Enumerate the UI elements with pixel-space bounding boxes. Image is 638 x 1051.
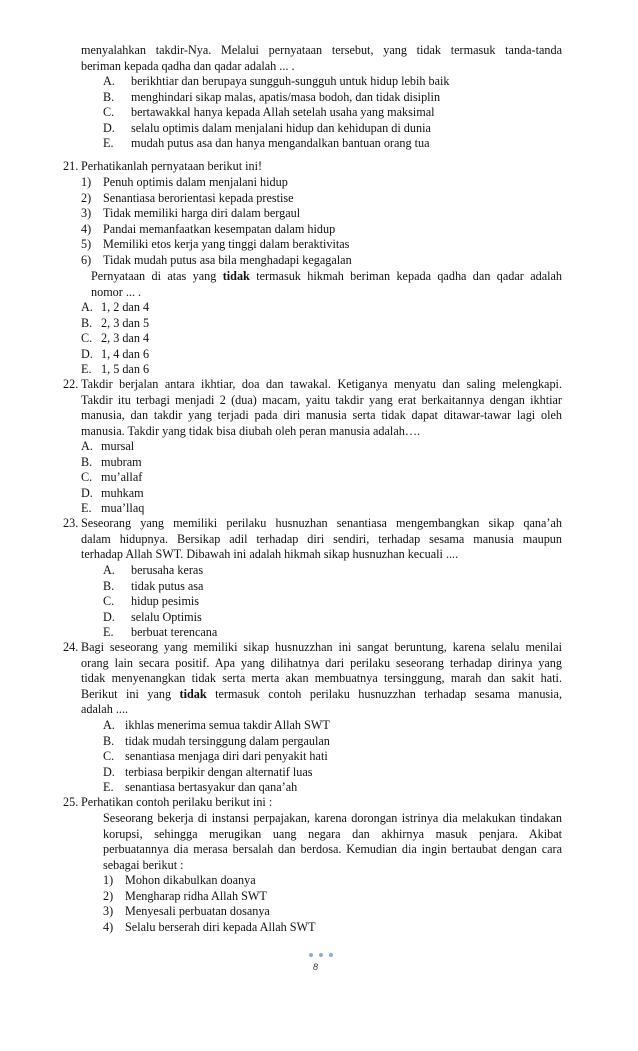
question-number: 21.: [63, 159, 79, 173]
option-c: C. hidup pesimis: [103, 594, 200, 609]
question-stem: Perhatikanlah pernyataan berikut ini!: [81, 159, 263, 173]
question-number: 24.: [63, 640, 79, 654]
option-c: C. senantiasa menjaga diri dari penyakit hati: [103, 749, 328, 764]
question-21-options: [81, 300, 381, 378]
option-a: A. mursal: [81, 439, 135, 453]
option-d: D. selalu Optimis: [103, 609, 202, 624]
question-21: [63, 159, 563, 175]
question-20-options: [103, 74, 563, 152]
option-e: E. mua’llaq: [81, 501, 145, 516]
step-item: 3) Menyesali perbuatan dosanya: [103, 904, 270, 919]
option-d: D. terbiasa berpikir dengan alternatif luas: [103, 764, 313, 779]
option-b: B. mubram: [81, 454, 142, 469]
page-number: 8: [313, 962, 319, 972]
option-b: B. tidak putus asa: [103, 578, 204, 593]
option-a: A. berusaha keras: [103, 563, 204, 577]
option-b: B. 2, 3 dan 5: [81, 315, 150, 330]
question-23: [63, 516, 562, 563]
question-21-prompt: Pernyataan di atas yang tidak termasuk hikmah beriman kepada qadha dan qadar adalah nomor ... .: [91, 269, 563, 299]
question-23-options: [103, 563, 403, 641]
scenario-line: perbuatannya dia merasa bersalah dan berdosa. Kemudian dia ingin bertaubat dengan cara: [103, 842, 562, 857]
scenario-line: Seseorang bekerja di instansi perpajakan, karena dorongan istrinya dia melakukan tindakan: [103, 811, 562, 825]
question-25: [63, 795, 562, 811]
question-stem-line: tidak menyenangkan tidak serta merta akan membuatnya tersinggung, marah dan sakit hati.: [81, 671, 562, 686]
option-a: A. 1, 2 dan 4: [81, 300, 150, 314]
option-e: E. senantiasa bertasyakur dan qana’ah: [103, 780, 298, 795]
statement-item: 2) Senantiasa berorientasi kepada prestise: [81, 190, 294, 205]
question-number: 25.: [63, 795, 79, 809]
question-number: 23.: [63, 516, 79, 530]
question-20-stem-line: menyalahkan takdir-Nya. Melalui pernyataan tersebut, yang tidak termasuk tanda-tanda: [81, 43, 562, 57]
question-stem: Perhatikan contoh perilaku berikut ini :: [81, 795, 273, 809]
option-a: A. berikhtiar dan berupaya sungguh-sungguh untuk hidup lebih baik: [103, 74, 450, 88]
option-d: D. selalu optimis dalam menjalani hidup dan kehidupan di dunia: [103, 120, 431, 135]
statement-item: 3) Tidak memiliki harga diri dalam bergaul: [81, 206, 301, 221]
statement-item: 5) Memiliki etos kerja yang tinggi dalam beraktivitas: [81, 237, 350, 252]
step-item: 1) Mohon dikabulkan doanya: [103, 873, 256, 887]
scenario-line: korupsi, sehingga merugikan uang negara dan akhirnya masuk penjara. Akibat: [103, 826, 562, 841]
option-c: C. 2, 3 dan 4: [81, 331, 150, 346]
question-stem-line: adalah ....: [81, 702, 129, 717]
question-20-continuation: [81, 43, 562, 74]
question-25-steps: [103, 873, 503, 935]
question-stem-line: Berikut ini yang tidak termasuk contoh perilaku husnuzzhan terhadap sesama manusia,: [81, 686, 562, 701]
emphasis-word: tidak: [222, 269, 250, 283]
scenario-line: sebagai berikut :: [103, 857, 184, 872]
question-stem-line: Takdir berjalan antara ikhtiar, doa dan tawakal. Ketiganya menyatu dan saling melengkapi.: [81, 377, 562, 391]
question-stem-line: terhadap Allah SWT. Dibawah ini adalah hikmah sikap husnuzhan kecuali ....: [81, 547, 459, 562]
option-c: C. mu’allaf: [81, 470, 143, 485]
question-24-options: [103, 718, 503, 796]
option-a: A. ikhlas menerima semua takdir Allah SWT: [103, 718, 330, 732]
statement-item: 6) Tidak mudah putus asa bila menghadapi kegagalan: [81, 252, 352, 267]
step-item: 4) Selalu berserah diri kepada Allah SWT: [103, 919, 316, 934]
question-20-stem-line: beriman kepada qadha dan qadar adalah ... .: [81, 58, 295, 73]
question-24: [63, 640, 562, 718]
option-c: C. bertawakkal hanya kepada Allah setelah usaha yang maksimal: [103, 105, 435, 120]
question-stem-line: Takdir itu terbagi menjadi 2 (dua) macam, yaitu takdir yang erat berkaitannya dengan ikhtiar: [81, 392, 562, 407]
question-stem-line: manusia. Takdir yang tidak bisa diubah oleh peran manusia adalah….: [81, 423, 421, 438]
statement-item: 1) Penuh optimis dalam menjalani hidup: [81, 175, 288, 189]
option-e: E. berbuat terencana: [103, 625, 218, 640]
option-d: D. muhkam: [81, 485, 144, 500]
question-22-options: [81, 439, 381, 517]
option-e: E. mudah putus asa dan hanya mengandalkan bantuan orang tua: [103, 136, 430, 151]
step-item: 2) Mengharap ridha Allah SWT: [103, 888, 267, 903]
option-b: B. tidak mudah tersinggung dalam pergaulan: [103, 733, 330, 748]
option-d: D. 1, 4 dan 6: [81, 346, 150, 361]
question-stem-line: orang lain secara positif. Apa yang dilihatnya dari perilaku seseorang terhadap dirinya yang: [81, 655, 562, 670]
option-b: B. menghindari sikap malas, apatis/masa bodoh, dan tidak disiplin: [103, 89, 441, 104]
question-stem-line: dalam hidupnya. Bersikap adil terhadap diri sendiri, terhadap sesama manusia maupun: [81, 531, 562, 546]
question-stem-line: Seseorang yang memiliki perilaku husnuzhan senantiasa mengembangkan sikap qana’ah: [81, 516, 562, 530]
question-stem-line: Bagi seseorang yang memiliki sikap husnuzzhan ini sangat beruntung, karena selalu menilai: [81, 640, 562, 654]
prompt-end: nomor ... .: [91, 284, 142, 299]
page-dots-ornament: [309, 953, 333, 959]
question-25-scenario: [103, 811, 562, 873]
question-22: [63, 377, 562, 439]
question-21-statements: [81, 175, 561, 269]
question-stem-line: manusia, dan takdir yang terjadi pada diri manusia serta tidak dapat ditawar-tawar lagi oleh: [81, 408, 562, 423]
option-e: E. 1, 5 dan 6: [81, 362, 150, 377]
statement-item: 4) Pandai memanfaatkan kesempatan dalam hidup: [81, 221, 336, 236]
question-number: 22.: [63, 377, 79, 391]
emphasis-word: tidak: [179, 686, 207, 701]
